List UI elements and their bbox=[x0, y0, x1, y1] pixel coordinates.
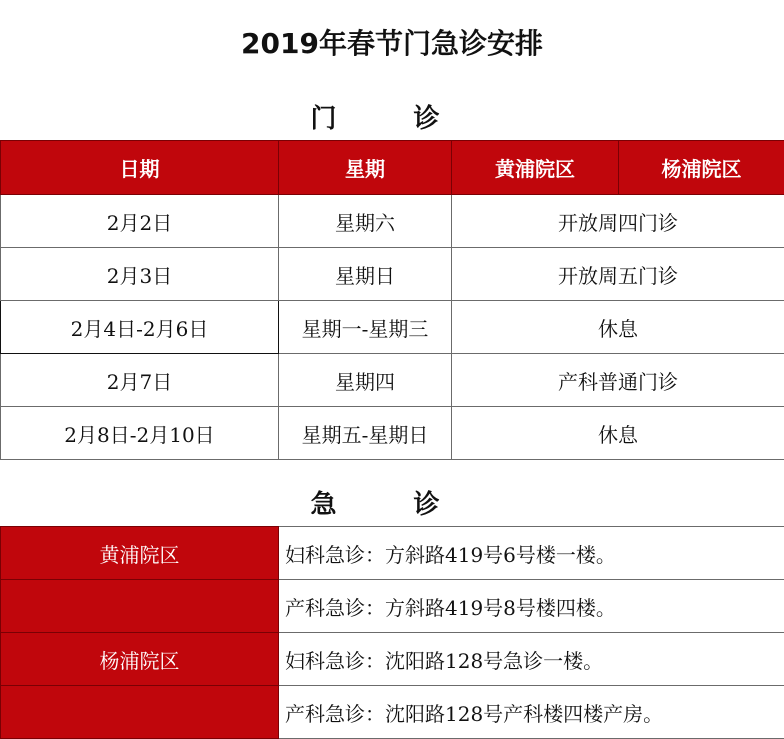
table-row bbox=[1, 354, 784, 407]
date-cell: 2月8日-2月10日 bbox=[1, 407, 279, 460]
emergency-desc-cell: 产科急诊：沈阳路128号产科楼四楼产房。 bbox=[279, 686, 784, 739]
date-cell: 2月2日 bbox=[1, 195, 279, 248]
arrangement-cell: 开放周四门诊 bbox=[452, 195, 784, 248]
table-row bbox=[1, 633, 784, 686]
table-row bbox=[1, 407, 784, 460]
column-header-yangpu: 杨浦院区 bbox=[619, 141, 784, 195]
emergency-desc-cell: 妇科急诊：沈阳路128号急诊一楼。 bbox=[279, 633, 784, 686]
column-header-date: 日期 bbox=[1, 141, 279, 195]
table-row bbox=[1, 248, 784, 301]
table-row bbox=[1, 195, 784, 248]
site-cell bbox=[1, 686, 279, 739]
arrangement-cell: 开放周五门诊 bbox=[452, 248, 784, 301]
table-row bbox=[1, 301, 784, 354]
table-row bbox=[1, 527, 784, 580]
emergency-table bbox=[0, 526, 784, 739]
emergency-heading: 急 诊 bbox=[310, 490, 474, 520]
arrangement-cell: 休息 bbox=[452, 301, 784, 354]
weekday-cell: 星期一-星期三 bbox=[279, 301, 452, 354]
date-cell: 2月7日 bbox=[1, 354, 279, 407]
column-header-weekday: 星期 bbox=[279, 141, 452, 195]
emergency-desc-cell: 产科急诊：方斜路419号8号楼四楼。 bbox=[279, 580, 784, 633]
date-cell[interactable]: 2月4日-2月6日 bbox=[1, 301, 279, 354]
outpatient-heading: 门 诊 bbox=[310, 104, 474, 134]
date-cell: 2月3日 bbox=[1, 248, 279, 301]
table-header-row bbox=[1, 141, 784, 195]
page-title: 2019年春节门急诊安排 bbox=[241, 27, 543, 60]
weekday-cell: 星期四 bbox=[279, 354, 452, 407]
site-cell: 杨浦院区 bbox=[1, 633, 279, 686]
site-cell bbox=[1, 580, 279, 633]
emergency-desc-cell: 妇科急诊：方斜路419号6号楼一楼。 bbox=[279, 527, 784, 580]
arrangement-cell: 休息 bbox=[452, 407, 784, 460]
table-row bbox=[1, 580, 784, 633]
weekday-cell: 星期六 bbox=[279, 195, 452, 248]
table-row bbox=[1, 686, 784, 739]
site-cell: 黄浦院区 bbox=[1, 527, 279, 580]
arrangement-cell: 产科普通门诊 bbox=[452, 354, 784, 407]
column-header-huangpu: 黄浦院区 bbox=[452, 141, 619, 195]
outpatient-table bbox=[0, 140, 784, 460]
weekday-cell: 星期日 bbox=[279, 248, 452, 301]
weekday-cell: 星期五-星期日 bbox=[279, 407, 452, 460]
